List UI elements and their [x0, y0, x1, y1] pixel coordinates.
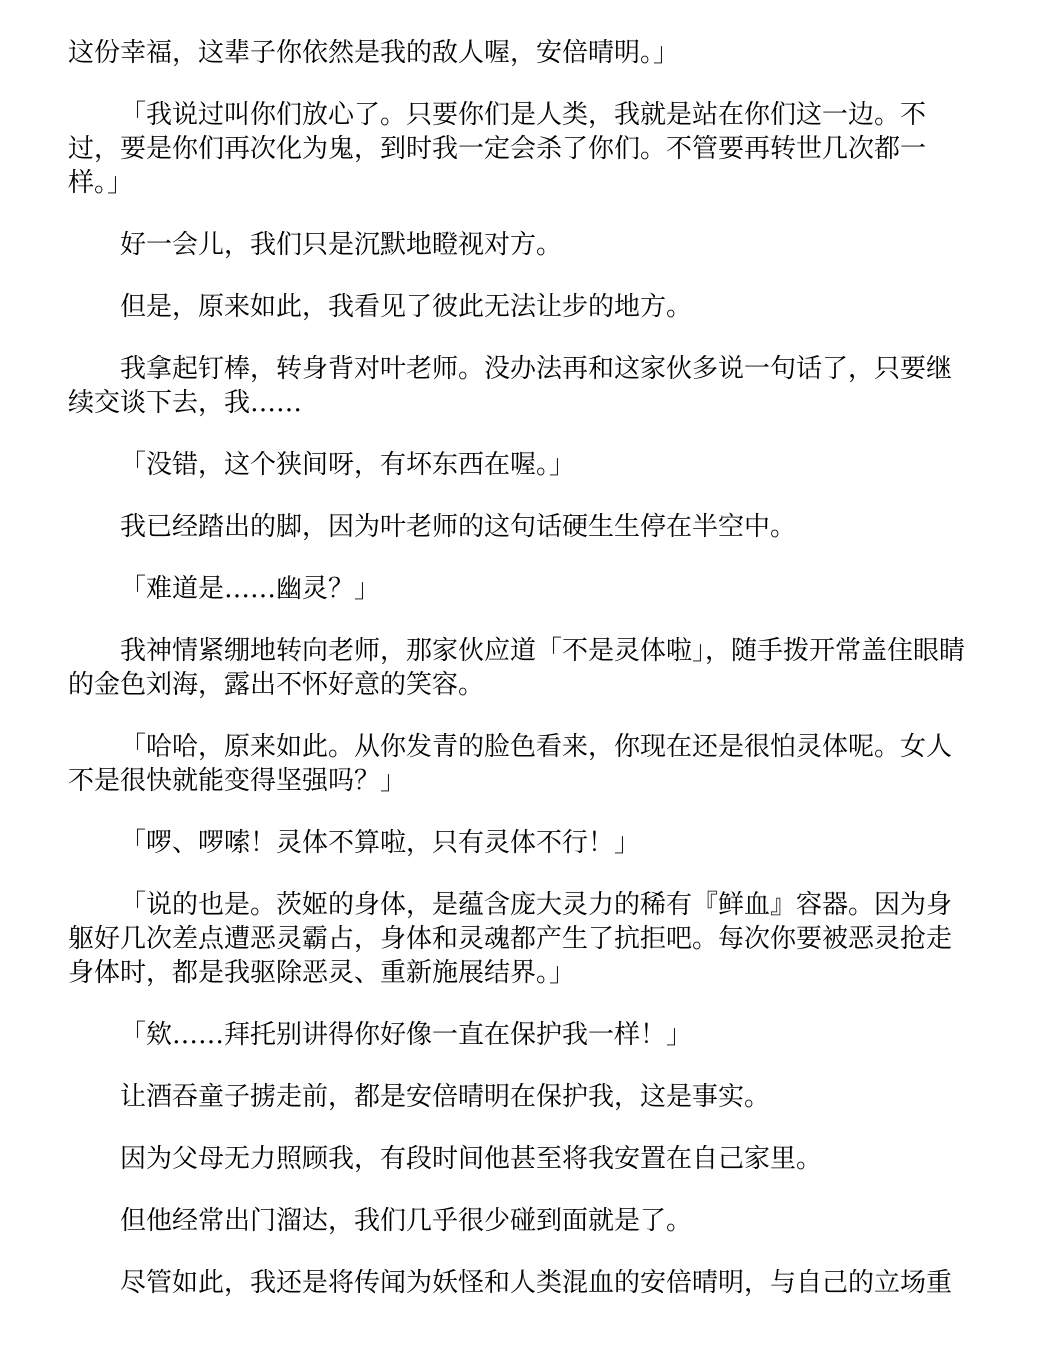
paragraph-11: 「啰、啰嗦！灵体不算啦，只有灵体不行！」	[120, 828, 641, 858]
paragraph-1: 这份幸福，这辈子你依然是我的敌人喔，安倍晴明。」	[68, 38, 680, 68]
paragraph-7: 我已经踏出的脚，因为叶老师的这句话硬生生停在半空中。	[120, 512, 797, 542]
paragraph-2: 「我说过叫你们放心了。只要你们是人类，我就是站在你们这一边。不过，要是你们再次化为鬼，到时我一定会杀了你们。不管要再转世几次都一样。」	[68, 100, 927, 198]
paragraph-16: 但他经常出门溜达，我们几乎很少碰到面就是了。	[120, 1206, 693, 1236]
paragraph-9: 我神情紧绷地转向老师，那家伙应道「不是灵体啦」，随手拨开常盖住眼睛的金色刘海，露出不怀好意的笑容。	[68, 636, 966, 700]
paragraph-10: 「哈哈，原来如此。从你发青的脸色看来，你现在还是很怕灵体呢。女人不是很快就能变得坚强吗？」	[68, 732, 953, 796]
paragraph-6: 「没错，这个狭间呀，有坏东西在喔。」	[120, 450, 576, 480]
paragraph-8: 「难道是……幽灵？」	[120, 574, 381, 604]
paragraph-12: 「说的也是。茨姬的身体，是蕴含庞大灵力的稀有『鲜血』容器。因为身躯好几次差点遭恶灵霸占，身体和灵魂都产生了抗拒吧。每次你要被恶灵抢走身体时，都是我驱除恶灵、重新施展结界。」	[68, 890, 953, 988]
paragraph-14: 让酒吞童子掳走前，都是安倍晴明在保护我，这是事实。	[120, 1082, 771, 1112]
book-page	[68, 36, 972, 1300]
paragraph-5: 我拿起钉棒，转身背对叶老师。没办法再和这家伙多说一句话了，只要继续交谈下去，我……	[68, 354, 953, 418]
paragraph-3: 好一会儿，我们只是沉默地瞪视对方。	[120, 230, 563, 260]
paragraph-13: 「欸……拜托别讲得你好像一直在保护我一样！」	[120, 1020, 693, 1050]
paragraph-4: 但是，原来如此，我看见了彼此无法让步的地方。	[120, 292, 693, 322]
paragraph-15: 因为父母无力照顾我，有段时间他甚至将我安置在自己家里。	[120, 1144, 823, 1174]
paragraph-17: 尽管如此，我还是将传闻为妖怪和人类混血的安倍晴明，与自己的立场重	[120, 1268, 953, 1298]
